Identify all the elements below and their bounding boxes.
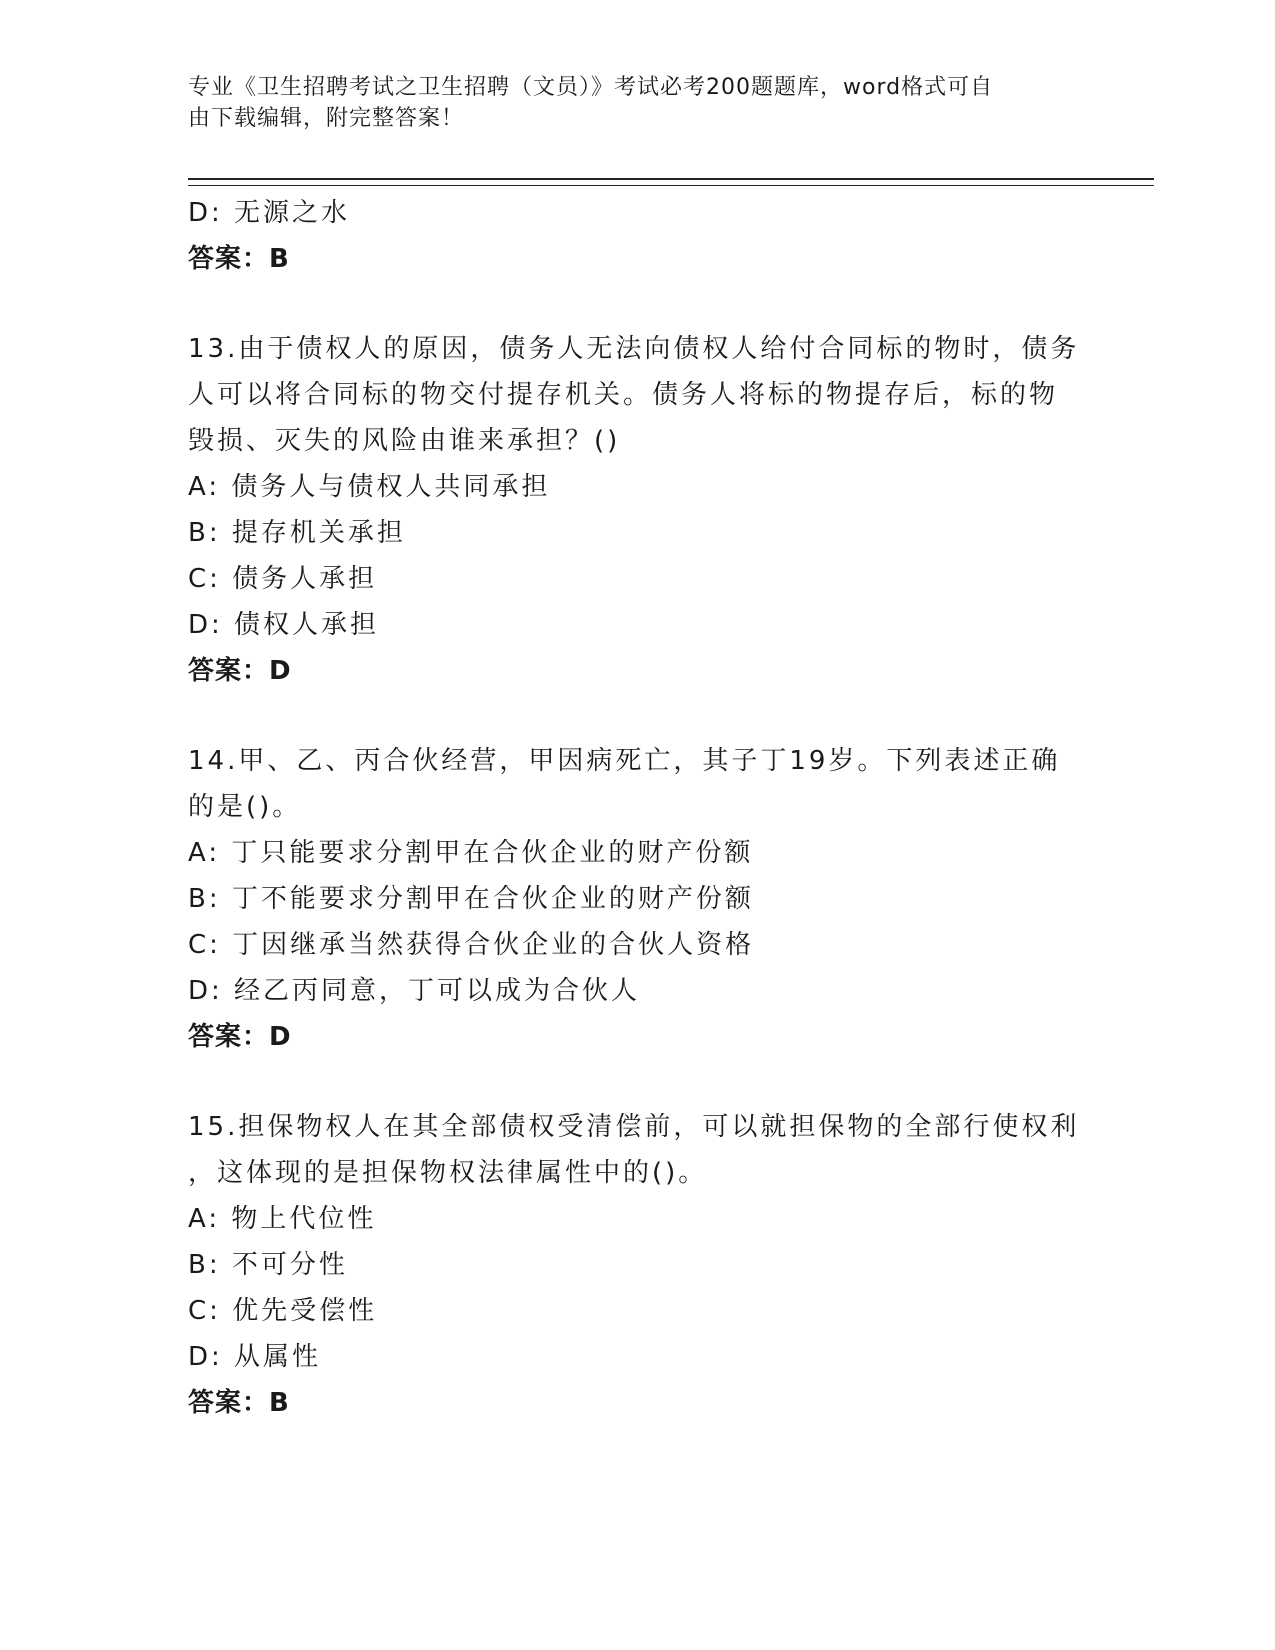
option-d: D: 债权人承担 bbox=[188, 610, 380, 640]
question-stem-line: 毁损、灭失的风险由谁来承担？() bbox=[188, 426, 621, 456]
option-a: A: 物上代位性 bbox=[188, 1204, 377, 1234]
spacer bbox=[188, 694, 1088, 738]
answer-label: 答案：D bbox=[188, 656, 292, 686]
header-title-line-1: 专业《卫生招聘考试之卫生招聘（文员）》考试必考200题题库，word格式可自 bbox=[188, 75, 994, 100]
option-b: B: 提存机关承担 bbox=[188, 518, 406, 548]
option-c: C: 债务人承担 bbox=[188, 564, 378, 594]
question-stem-line: 13.由于债权人的原因，债务人无法向债权人给付合同标的物时，债务 bbox=[188, 334, 1080, 364]
question-15 bbox=[188, 1104, 1088, 1426]
header-title-line-2: 由下载编辑，附完整答案！ bbox=[188, 106, 465, 131]
spacer bbox=[188, 282, 1088, 326]
option-a: A: 丁只能要求分割甲在合伙企业的财产份额 bbox=[188, 838, 754, 868]
question-stem-line: 15.担保物权人在其全部债权受清偿前，可以就担保物的全部行使权利 bbox=[188, 1112, 1080, 1142]
option-d: D: 从属性 bbox=[188, 1342, 322, 1372]
option-a: A: 债务人与债权人共同承担 bbox=[188, 472, 551, 502]
option-c: C: 丁因继承当然获得合伙企业的合伙人资格 bbox=[188, 930, 755, 960]
answer-label: 答案：B bbox=[188, 244, 290, 274]
question-12-continued bbox=[188, 190, 1088, 282]
option-b: B: 不可分性 bbox=[188, 1250, 348, 1280]
question-stem-line: 人可以将合同标的物交付提存机关。债务人将标的物提存后，标的物 bbox=[188, 380, 1059, 410]
question-stem-line: 14.甲、乙、丙合伙经营，甲因病死亡，其子丁19岁。下列表述正确 bbox=[188, 746, 1061, 776]
header-divider bbox=[188, 178, 1154, 186]
question-14 bbox=[188, 738, 1088, 1060]
question-13 bbox=[188, 326, 1088, 694]
document-header bbox=[188, 72, 1068, 134]
document-body bbox=[188, 190, 1088, 1426]
answer-label: 答案：B bbox=[188, 1388, 290, 1418]
spacer bbox=[188, 1060, 1088, 1104]
question-stem-line: ，这体现的是担保物权法律属性中的()。 bbox=[188, 1158, 708, 1188]
option-c: C: 优先受偿性 bbox=[188, 1296, 378, 1326]
answer-label: 答案：D bbox=[188, 1022, 292, 1052]
question-stem-line: 的是()。 bbox=[188, 792, 302, 822]
option-d: D: 经乙丙同意，丁可以成为合伙人 bbox=[188, 976, 641, 1006]
option-d: D: 无源之水 bbox=[188, 198, 351, 228]
option-b: B: 丁不能要求分割甲在合伙企业的财产份额 bbox=[188, 884, 754, 914]
